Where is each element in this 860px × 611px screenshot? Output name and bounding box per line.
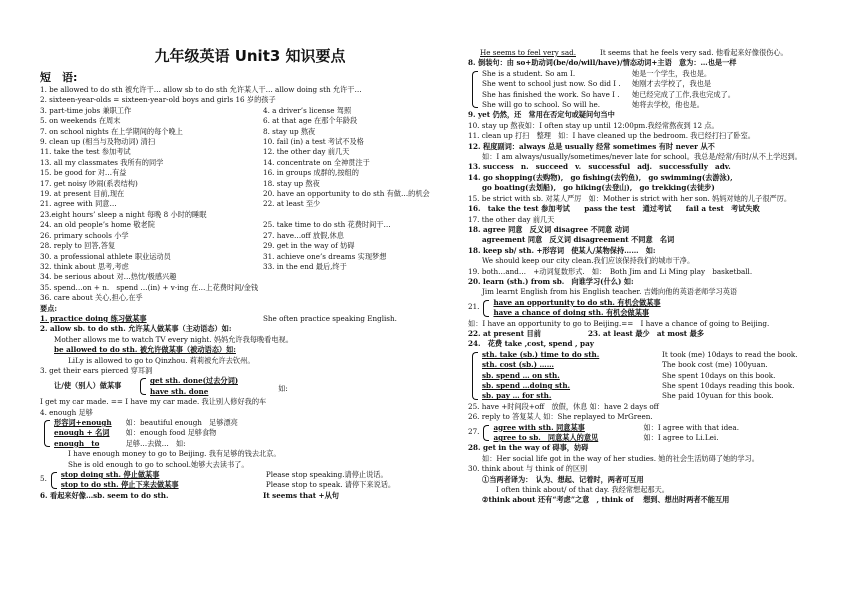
pair-right: 6. at that age 在那个年龄段 [263,116,358,126]
point-1 [40,314,460,324]
point-18-c: 18. keep sb/ sth. +形容词 使某人/某物保持…… 如: [468,245,656,255]
pair-row [482,391,860,401]
point-12-head: 12. 程度副词：always 总是 usually 经常 sometimes 有时 never 从不 [468,141,715,151]
pair-row [40,168,460,178]
pair-right: 她是一个学生，我也是。 [632,68,712,78]
point-8-examples [472,69,860,111]
point-1-example: She often practice speaking English. [263,313,397,323]
pair-left: 13. all my classmates 我所有的同学 [40,157,164,167]
point-11: 11. clean up 打扫 整理 如：I have cleaned up the bedroom. 我已经打扫了卧室。 [468,131,755,141]
point-3-example: I get my car made. == I have my car made. 我让别人修好我的车 [40,397,267,407]
point-20-head: 20. learn (sth.) from sb. 向谁学习(什么) 如: [468,276,634,286]
point-16: 16. take the test 参加考试 pass the test 通过考试 fail a test 考试失败 [468,204,760,214]
point-28: 28. get in the way of 碍事，妨碍 [468,443,589,453]
pair-row [482,79,860,89]
phrase-pairs-b [40,220,460,272]
point-12-example: 如：I am always/usually/sometimes/never late for school。我总是/经常/有时/从不上学迟到。 [482,152,802,162]
point-5-rules [51,470,460,491]
pair-left: 17. get noisy 吵闹(系表结构) [40,178,138,188]
pair-left: 3. part-time jobs 兼职工作 [40,105,132,115]
pair-left: She went to school just now. So did I . [482,79,621,89]
point-4-rule-3-ex: 足够…去做… 如: [125,438,186,448]
phrases-heading: 短 语: [40,71,78,84]
pair-left: sth. cost (sb.) …… [482,360,554,370]
point-19: 19. both…and… +动词复数形式. 如： Both Jim and Li Ming play basketball. [468,266,753,276]
phrase-line: 36. care about 关心,担心,在乎 [40,293,143,303]
phrase-line: 23.eight hours’ sleep a night 每晚 8 小时的睡眠 [40,209,207,219]
pair-right: 33. in the end 最后,终于 [263,261,347,271]
pair-row [40,127,460,137]
point-4-rule-3: enough to [54,438,100,448]
point-2-passive: be allowed to do sth. 被允许做某事（被动语态）如: [54,345,236,355]
point-27-rules [483,423,860,444]
point-28-example: 如：Her social life got in the way of her studies. 她的社会生活妨碍了她的学习。 [482,453,759,463]
point-30-b: I often think about/ of that day. 我经常想起那天。 [496,485,669,495]
point-3-options [140,376,238,397]
phrase-line: 2. sixteen-year-olds = sixteen-year-old boys and girls 16 岁的孩子 [40,95,276,105]
point-27-row [493,423,860,433]
point-3-option-2: have sth. done [150,386,209,396]
pair-left: sb. spend … on sth. [482,370,560,380]
pair-row [482,371,860,381]
point-30-head: 30. think about 与 think of 的区别 [468,464,588,474]
pair-left: sth. take (sb.) time to do sth. [482,349,600,359]
point-27-rule-2: agree to sb. 同意某人的意见 [493,433,599,443]
point-3-option-1: get sth. done(过去分词) [150,376,239,386]
pair-left: 21. agree with 同意… [40,199,117,209]
pair-row [40,147,460,157]
pair-right: 31. achieve one’s dreams 实现梦想 [263,251,387,261]
point-23: 23. at least 最少 at most 最多 [588,328,705,338]
point-27-ex-1: 如：I agree with that idea. [643,422,740,432]
pair-left: 24. an old people’s home 敬老院 [40,220,155,230]
pair-row [40,158,460,168]
point-22: 22. at present 目前 [468,328,541,338]
pair-right: 22. at least 至少 [263,199,321,209]
point-21 [468,298,860,319]
point-14-a: 14. go shopping(去购物), go fishing(去钓鱼), go swimming(去游泳), [468,172,733,182]
pair-row [40,116,460,126]
pair-left: 9. clean up (相当与及物动词) 清扫 [40,137,156,147]
pair-right: 她将去学校，他也是。 [632,100,704,110]
phrase-pairs [40,106,460,210]
point-2-head: 2. allow sb. to do sth. 允许某人做某事（主动语态）如: [40,324,232,334]
point-22-23 [468,329,860,339]
point-2-example: Mother allows me to watch TV every night. 妈妈允许我每晚看电视。 [54,334,293,344]
point-4-rule-2-ex: 如：enough food 足够食物 [125,428,217,438]
point-6-rule: 6. 看起来好像…sb. seem to do sth. [40,490,169,500]
point-5-ex-1: Please stop speaking.请停止说话。 [265,470,388,480]
page-title: 九年级英语 Unit3 知识要点 [154,47,346,65]
pair-row [40,231,460,241]
point-2-example-2: LiLy is allowed to go to Qinzhou. 莉莉被允许去钦州。 [68,355,255,365]
pair-row [482,100,860,110]
point-15: 15. be strict with sb. 对某人严厉 如：Mother is strict with her son. 妈妈对她的儿子很严厉。 [468,193,792,203]
pair-left: 28. reply to 回答,答复 [40,241,116,251]
pair-left: She is a student. So am I. [482,68,576,78]
point-24-rows [472,350,860,402]
points-heading: 要点: [40,303,58,313]
pair-right: 20. have an opportunity to do sth 有做…的机会 [263,189,430,199]
pair-left: 30. a professional athlete 职业运动员 [40,251,171,261]
point-18-example: We should keep our city clean.我们应该保持我们的城市干净。 [482,256,695,266]
pair-left: 32. think about 思考,考虑 [40,261,129,271]
pair-row [482,69,860,79]
pair-row [40,106,460,116]
pair-left: 7. on school nights 在上学期间的每个晚上 [40,126,183,136]
pair-row [40,241,460,251]
point-21-rule-2: have a chance of doing sth. 有机会做某事 [493,308,650,318]
pair-left: 19. at present 目前,现在 [40,189,125,199]
point-25: 25. have +时间段+off 放假，休息 如：have 2 days off [468,401,659,411]
point-5-row [61,480,460,490]
pair-row [482,350,860,360]
point-3-head: 3. get their ears pierced 穿耳洞 [40,365,153,375]
point-4-rule-1: 形容词+enough [54,418,112,427]
pair-right: 她已经完成了工作,我也完成了。 [632,89,735,99]
point-26: 26. reply to 答复某人 如：She replayed to MrGreen. [468,412,653,422]
point-5-rule-2: stop to do sth. 停止下来去做某事 [60,480,179,490]
point-27-number: 27. [468,426,480,436]
point-30-c: ②think about 还有“考虑”之意 , think of 想到、想出时两者不能互用 [482,495,730,505]
point-4-head: 4. enough 足够 [40,407,93,417]
point-3-let: 让/使（别人）做某事 [54,381,122,391]
pair-right: She paid 10yuan for this book. [662,391,774,401]
phrase-line: 34. be serious about 对…热忱/极感兴趣 [40,272,177,282]
pair-right: 16. in groups 成群的,按组的 [263,168,359,178]
point-5-rule-1: stop doing sth. 停止做某事 [60,470,160,480]
left-column [40,0,460,501]
point-13: 13. success n. succeed v. successful adj. successfully adv. [468,162,731,172]
point-21-rules [483,298,660,319]
point-1-rule: 1. practice doing 练习做某事 [40,313,147,323]
pair-right: 12. the other day 前几天 [263,147,350,157]
pair-row [40,137,460,147]
point-4-example-2: She is old enough to go to school.她够大去读书了。 [68,459,249,469]
point-17: 17. the other day 前几天 [468,214,555,224]
pair-right: 10. fail (in) a test 考试不及格 [263,137,364,147]
point-6 [40,491,460,501]
seem-example-2: It seems that he feels very sad. 他看起来好像很伤心。 [600,48,788,57]
seem-examples [468,48,860,58]
point-21-number: 21. [468,301,480,311]
point-20-example: Jim learnt English from his English teacher. 吉姆向他的英语老师学习英语 [482,287,738,297]
pair-row [40,262,460,272]
pair-right: 14. concentrate on 全神贯注于 [263,157,370,167]
pair-right: The book cost (me) 100yuan. [662,360,768,370]
pair-right: 18. stay up 熬夜 [263,178,320,188]
pair-row [40,199,460,209]
pair-right: 27. have…off 放假,休息 [263,230,344,240]
pair-left: sb. spend …doing sth. [482,381,571,390]
pair-row [40,179,460,189]
pair-left: 5. on weekends 在周末 [40,116,121,126]
pair-right: 25. take time to do sth 花费时间干… [263,220,391,230]
point-18-a: 18. agree 同意 反义词 disagree 不同意 动词 [468,224,630,234]
point-3-ru: 如: [278,384,288,394]
seem-example-1: He seems to feel very sad. [480,48,576,57]
point-6-rule-2: It seems that +从句 [263,490,339,500]
point-5-row [61,470,460,480]
pair-left: 15. be good for 对…有益 [40,168,127,178]
point-4-example-1: I have enough money to go to Beijing. 我有足够的钱去北京。 [68,449,281,459]
phrase-line: 1. be allowed to do sth 被允许干… allow sb to do sth 允许某人干… allow doing sth 允许干… [40,85,362,94]
pair-right: 29. get in the way of 妨碍 [263,241,355,251]
point-3-structure [40,376,460,397]
point-27-row [493,433,860,443]
pair-left: 26. primary schools 小学 [40,230,129,240]
pair-row [482,90,860,100]
point-4-rule-2: enough + 名词 [54,428,110,438]
right-column [468,48,860,506]
point-21-rule-1: have an opportunity to do sth. 有机会做某事 [493,297,661,307]
point-9: 9. yet 仍然，还 常用在否定句或疑问句当中 [468,110,615,120]
pair-right: She spent 10days on this book. [662,370,776,380]
pair-row [482,360,860,370]
pair-row [482,381,860,391]
pair-left: 11. take the test 参加考试 [40,147,131,157]
point-4-rule-1-ex: 如：beautiful enough 足够漂亮 [125,418,238,427]
point-27 [468,423,860,444]
pair-left: sb. pay … for sth. [482,391,552,401]
phrase-line: 35. spend…on + n. spend …(in) + v-ing 在…上花费时间/金钱 [40,282,259,292]
pair-right: 8. stay up 熬夜 [263,126,316,136]
pair-right: 4. a driver’s license 驾照 [263,105,352,115]
pair-left: She has finished the work. So have I . [482,89,620,99]
pair-row [40,189,460,199]
point-21-example: 如：I have an opportunity to go to Beijing.== I have a chance of going to Beijing. [468,318,770,328]
point-4-rules [44,418,460,449]
point-8-head: 8. 倒装句：由 so+助动词(be/do/will/have)/情态动词+主语 意为：…也是一样 [468,58,737,68]
point-27-rule-1: agree with sth. 同意某事 [493,422,585,432]
pair-row [40,252,460,262]
pair-right: It took (me) 10days to read the book. [662,349,798,359]
pair-right: 她刚才去学校了，我也是 [632,79,712,89]
point-14-b: go boating(去划船), go hiking(去登山), go trekking(去徒步) [482,183,715,193]
point-27-ex-2: 如：I agree to Li.Lei. [643,433,719,443]
point-30-a: ①当两者译为： 认为、想起、记着时，两者可互用 [482,474,644,484]
point-18-b: agreement 同意 反义词 disagreement 不同意 名词 [482,235,675,245]
point-24-head: 24. 花费 take ,cost, spend , pay [468,339,594,349]
pair-left: She will go to school. So will he. [482,100,601,110]
pair-right: She spent 10days reading this book. [662,381,795,390]
point-5-number: 5. [40,474,47,484]
pair-row [40,220,460,230]
point-10: 10. stay up 熬夜如：I often stay up until 12:00pm.我经常熬夜到 12 点。 [468,120,719,130]
point-5 [40,470,460,491]
point-5-ex-2: Please stop to speak. 请停下来说话。 [265,480,396,490]
